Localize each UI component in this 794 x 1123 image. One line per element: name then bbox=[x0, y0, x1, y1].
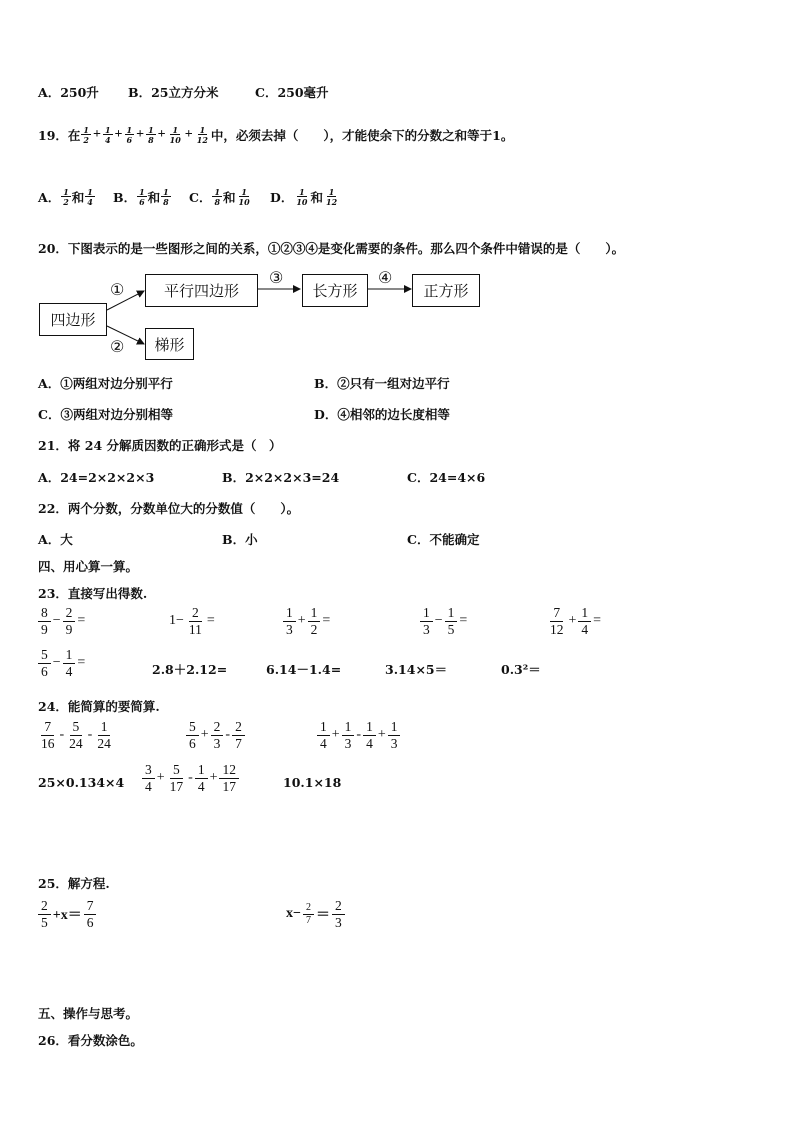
diagram-box-rectangle: 长方形 bbox=[302, 274, 368, 307]
q19-prefix: 19．在 bbox=[38, 128, 81, 143]
q20-option-b: B．②只有一组对边平行 bbox=[314, 376, 450, 391]
q20-option-a: A．①两组对边分别平行 bbox=[38, 376, 173, 391]
q19-suffix: 中，必须去掉（ ），才能使余下的分数之和等于1。 bbox=[210, 128, 514, 143]
q21-option-a: A．24=2×2×2×3 bbox=[38, 470, 155, 485]
q19-fraction-2: $\frac{1}{4}$ bbox=[104, 125, 111, 145]
q19-option-d: D． $\frac{1}{10}$ 和 $\frac{1}{12}$ bbox=[270, 187, 338, 207]
q18-option-b: B．25立方分米 bbox=[128, 85, 219, 100]
q18-option-a: A．250升 bbox=[38, 85, 99, 100]
q24-expr-5: $\frac{3}{4}$ + $\frac{5}{17}$ - $\frac{1}{4}$ + $\frac{12}{17}$ bbox=[141, 763, 240, 793]
q23-expr-1: $\frac{8}{9}$ − $\frac{2}{9}$ = bbox=[37, 606, 86, 636]
q20-option-c: C．③两组对边分别相等 bbox=[38, 407, 173, 422]
q21-option-b: B．2×2×2×3=24 bbox=[222, 470, 340, 485]
section-5-heading: 五、操作与思考。 bbox=[38, 1006, 139, 1021]
q23-expr-9: 3.14×5＝ bbox=[385, 662, 448, 677]
q19-option-b: B． $\frac{1}{6}$ 和 $\frac{1}{8}$ bbox=[113, 187, 169, 207]
q19-fraction-4: $\frac{1}{8}$ bbox=[148, 125, 154, 145]
condition-2-label: ② bbox=[110, 337, 125, 356]
q23-stem: 23．直接写出得数. bbox=[38, 586, 148, 601]
section-4-heading: 四、用心算一算。 bbox=[38, 559, 139, 574]
q24-expr-3: $\frac{1}{4}$ + $\frac{1}{3}$ - $\frac{1}{4}$ + $\frac{1}{3}$ bbox=[316, 720, 401, 750]
q23-expr-7: 2.8＋2.12= bbox=[152, 662, 228, 677]
condition-4-label: ④ bbox=[378, 268, 393, 287]
diagram-box-square: 正方形 bbox=[412, 274, 480, 307]
q24-stem: 24．能简算的要简算. bbox=[38, 699, 160, 714]
q19-fraction-6: $\frac{1}{12}$ bbox=[196, 125, 208, 145]
diagram-box-trapezoid: 梯形 bbox=[145, 328, 194, 360]
q23-expr-8: 6.14－1.4= bbox=[266, 662, 342, 677]
q25-equation-1: $\frac{2}{5}$ +x＝ $\frac{7}{6}$ bbox=[37, 899, 97, 929]
diagram-box-quadrilateral: 四边形 bbox=[39, 303, 107, 336]
condition-3-label: ③ bbox=[269, 268, 284, 287]
q23-expr-2: 1− $\frac{2}{11}$ = bbox=[169, 605, 215, 637]
q22-option-b: B．小 bbox=[222, 532, 258, 547]
q18-option-c: C．250毫升 bbox=[255, 85, 329, 100]
q24-expr-2: $\frac{5}{6}$ + $\frac{2}{3}$ - $\frac{2}{7}$ bbox=[185, 720, 246, 750]
q20-option-d: D．④相邻的边长度相等 bbox=[314, 407, 450, 422]
q19-option-a: A． $\frac{1}{2}$ 和 $\frac{1}{4}$ bbox=[38, 187, 93, 207]
q25-stem: 25．解方程. bbox=[38, 876, 110, 891]
q25-equation-2: x− $\frac{2}{7}$ ＝ $\frac{2}{3}$ bbox=[285, 899, 346, 929]
q20-stem: 20．下图表示的是一些图形之间的关系，①②③④是变化需要的条件。那么四个条件中错误的是（ ）。 bbox=[38, 241, 625, 256]
q22-stem: 22．两个分数，分数单位大的分数值（ ）。 bbox=[38, 501, 300, 516]
q19-fraction-5: $\frac{1}{10}$ bbox=[169, 125, 181, 145]
diagram-box-parallelogram: 平行四边形 bbox=[145, 274, 258, 307]
q24-expr-1: $\frac{7}{16}$ - $\frac{5}{24}$ - $\frac{1}{24}$ bbox=[41, 719, 111, 751]
condition-1-label: ① bbox=[110, 280, 125, 299]
q24-expr-4: 25×0.134×4 bbox=[38, 775, 125, 790]
q23-expr-3: $\frac{1}{3}$ + $\frac{1}{2}$ = bbox=[282, 606, 331, 636]
q23-expr-10: 0.3²＝ bbox=[501, 662, 541, 677]
q21-stem: 21．将 24 分解质因数的正确形式是（ ） bbox=[38, 438, 282, 453]
q19-stem: 19．在 $\frac{1}{2}$ + $\frac{1}{4}$ + $\frac{1}{6}$ + $\frac{1}{8}$ + $\frac{1}{10}$ + $\frac{1}{12}$ 中，必须去掉（ ），才能使余下的分数之和等于1。 bbox=[38, 125, 514, 145]
q19-fraction-3: $\frac{1}{6}$ bbox=[126, 125, 133, 145]
q23-expr-4: $\frac{1}{3}$ − $\frac{1}{5}$ = bbox=[419, 606, 468, 636]
q19-fraction-1: $\frac{1}{2}$ bbox=[83, 125, 89, 145]
q22-option-a: A．大 bbox=[38, 532, 73, 547]
q24-expr-6: 10.1×18 bbox=[283, 775, 342, 790]
q21-option-c: C．24=4×6 bbox=[407, 470, 486, 485]
q23-expr-5: $\frac{7}{12}$ + $\frac{1}{4}$ = bbox=[550, 605, 602, 637]
q22-option-c: C．不能确定 bbox=[407, 532, 480, 547]
q23-expr-6: $\frac{5}{6}$ − $\frac{1}{4}$ = bbox=[37, 648, 86, 678]
q19-option-c: C． $\frac{1}{8}$ 和 $\frac{1}{10}$ bbox=[189, 187, 250, 207]
q26-stem: 26．看分数涂色。 bbox=[38, 1033, 143, 1048]
